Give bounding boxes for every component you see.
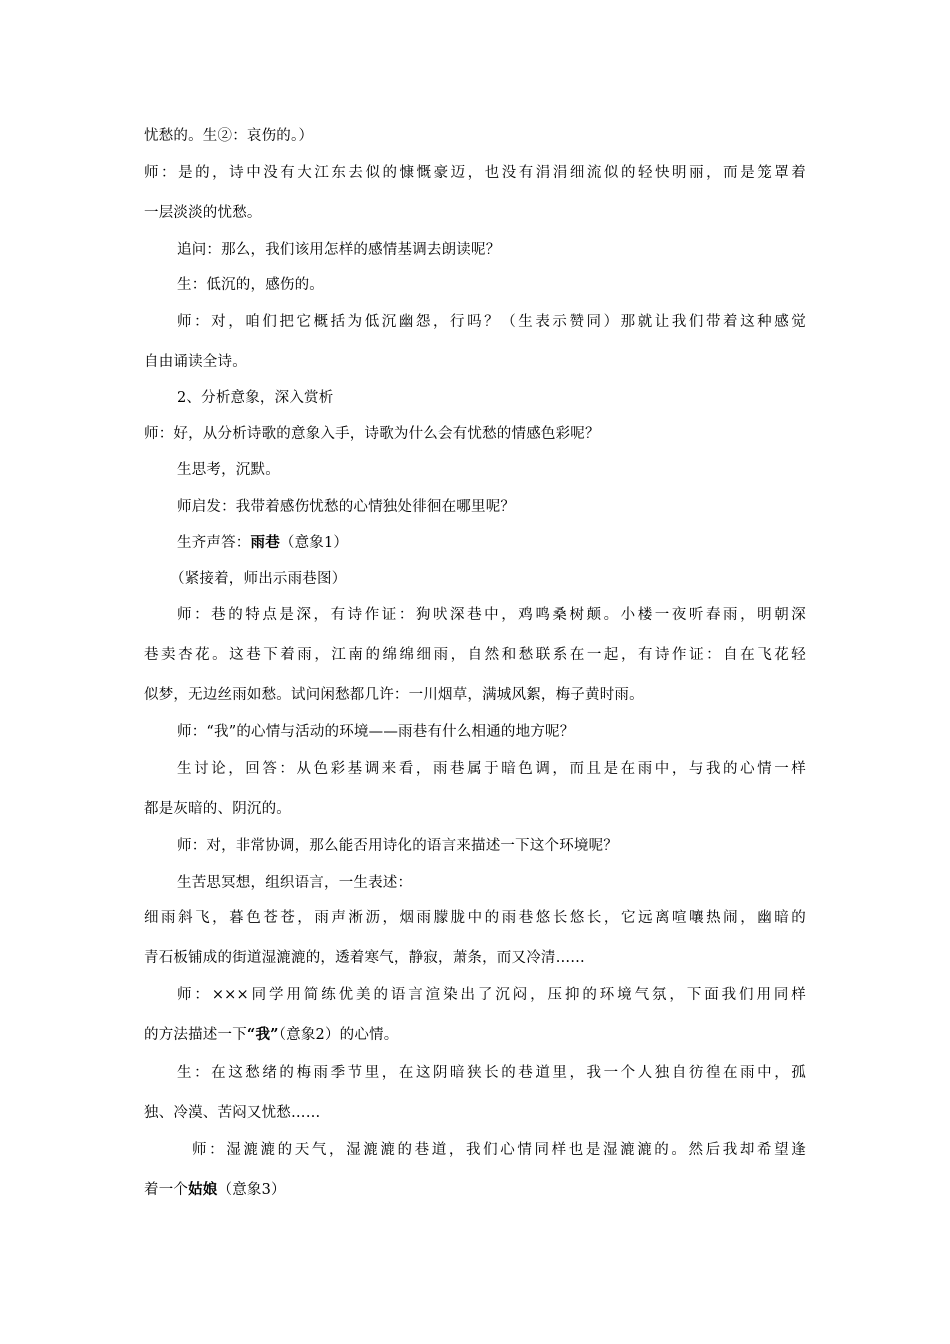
line-text: 生：在这愁绪的梅雨季节里，在这阴暗狭长的巷道里，我一个人独自彷徨在雨中，孤: [177, 1065, 806, 1081]
line-text: 生讨论，回答：从色彩基调来看，雨巷属于暗色调，而且是在雨中，与我的心情一样: [177, 761, 806, 777]
text-line: [144, 645, 806, 665]
line-text: （意象3）: [217, 1182, 286, 1198]
line-text: （紧接着，师出示雨巷图）: [170, 571, 347, 587]
line-text: 2、分析意象，深入赏析: [177, 390, 334, 406]
line-text: 着一个: [144, 1182, 189, 1198]
text-line: [144, 799, 291, 819]
text-line: [177, 312, 806, 332]
line-text: 师：“我”的心情与活动的环境——雨巷有什么相通的地方呢？: [177, 724, 575, 740]
text-line: [144, 1103, 320, 1123]
text-line: [144, 1025, 398, 1045]
text-line: [144, 948, 585, 968]
line-text: 生齐声答：: [177, 535, 251, 551]
bold-term: 姑娘: [188, 1181, 218, 1198]
text-line: [144, 203, 262, 223]
bold-term: “我”: [246, 1026, 279, 1043]
text-line: [144, 908, 806, 928]
line-text: 似梦，无边丝雨如愁。试问闲愁都几许：一川烟草，满城风絮，梅子黄时雨。: [144, 687, 644, 703]
text-line: [177, 497, 515, 517]
text-line: [144, 1180, 286, 1200]
line-text: （意象2）的心情。: [278, 1027, 399, 1043]
text-line: [177, 759, 806, 779]
line-text: 师：×××同学用简练优美的语言渲染出了沉闷，压抑的环境气氛，下面我们用同样: [177, 987, 806, 1003]
text-line: [177, 1063, 806, 1083]
text-line: [177, 275, 324, 295]
line-text: 师：湿漉漉的天气，湿漉漉的巷道，我们心情同样也是湿漉漉的。然后我却希望逢: [192, 1142, 806, 1158]
bold-term: 雨巷: [250, 534, 280, 551]
line-text: 巷卖杏花。这巷下着雨，江南的绵绵细雨，自然和愁联系在一起，有诗作证：自在飞花轻: [144, 647, 806, 663]
text-line: [144, 685, 644, 705]
line-text: 师：巷的特点是深，有诗作证：狗吠深巷中，鸡鸣桑树颠。小楼一夜听春雨，明朝深: [177, 607, 806, 623]
text-line: [177, 985, 806, 1005]
line-text: 忧愁的。生②：哀伤的。）: [144, 128, 314, 144]
text-line: [177, 836, 618, 856]
line-text: 师：对，咱们把它概括为低沉幽怨，行吗？（生表示赞同）那就让我们带着这种感觉: [177, 314, 806, 330]
line-text: 的方法描述一下: [144, 1027, 247, 1043]
text-line: [144, 163, 806, 183]
line-text: 自由诵读全诗。: [144, 354, 247, 370]
line-text: 生苦思冥想，组织语言，一生表述：: [177, 875, 413, 891]
text-line: [144, 352, 247, 372]
section-heading: [177, 388, 333, 408]
line-text: 师：是的，诗中没有大江东去似的慷慨豪迈，也没有涓涓细流似的轻快明丽，而是笼罩着: [144, 165, 806, 181]
text-line: [177, 460, 280, 480]
line-text: 一层淡淡的忧愁。: [144, 205, 262, 221]
text-line: [177, 873, 412, 893]
text-line: [177, 605, 806, 625]
line-text: 生思考，沉默。: [177, 462, 280, 478]
text-line: [144, 424, 600, 444]
line-text: 都是灰暗的、阴沉的。: [144, 801, 291, 817]
line-text: （意象1）: [279, 535, 349, 551]
line-text: 师：好，从分析诗歌的意象入手，诗歌为什么会有忧愁的情感色彩呢？: [144, 426, 600, 442]
text-line: [177, 722, 574, 742]
line-text: 独、冷漠、苦闷又忧愁……: [144, 1105, 321, 1121]
line-text: 细雨斜飞，暮色苍苍，雨声淅沥，烟雨朦胧中的雨巷悠长悠长，它远离喧嚷热闹，幽暗的: [144, 910, 806, 926]
text-line: [144, 126, 313, 146]
line-text: 生：低沉的，感伤的。: [177, 277, 324, 293]
line-text: 师启发：我带着感伤忧愁的心情独处徘徊在哪里呢？: [177, 499, 516, 515]
line-text: 青石板铺成的街道湿漉漉的，透着寒气，静寂，萧条，而又冷清……: [144, 950, 585, 966]
text-line: [170, 569, 346, 589]
text-line: [177, 240, 500, 260]
line-text: 追问：那么，我们该用怎样的感情基调去朗读呢？: [177, 242, 501, 258]
text-line: [192, 1140, 806, 1160]
text-line: [177, 533, 348, 553]
line-text: 师：对，非常协调，那么能否用诗化的语言来描述一下这个环境呢？: [177, 838, 618, 854]
